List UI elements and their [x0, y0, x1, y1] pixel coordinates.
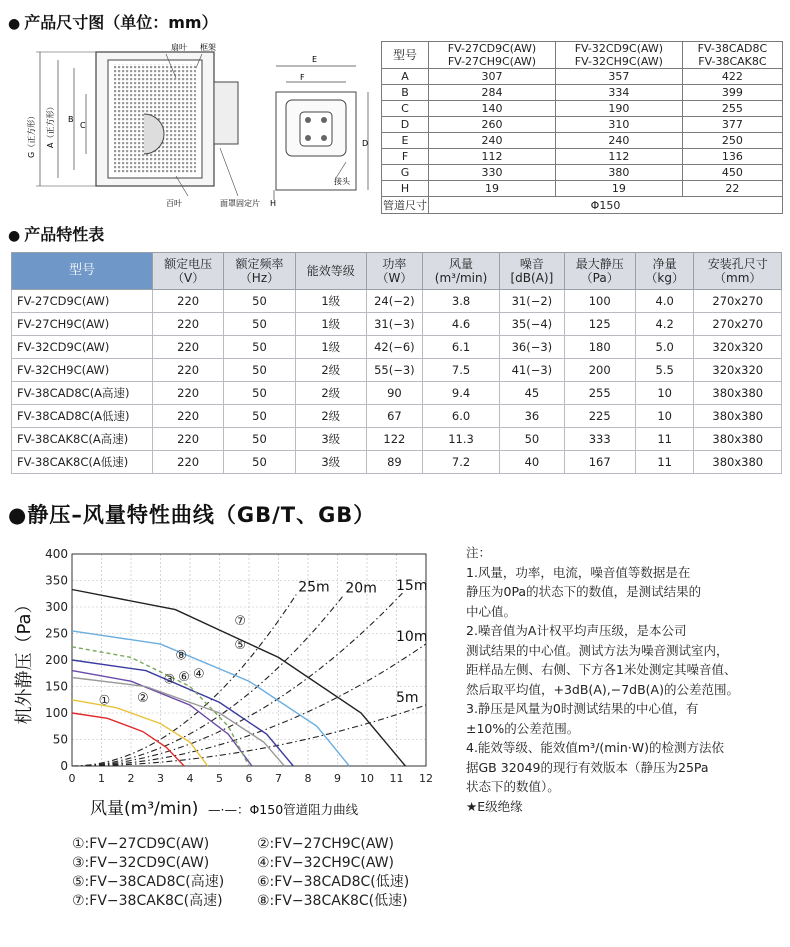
- spec-header-cell: 功率 （W）: [366, 253, 422, 290]
- dimension-table: [381, 41, 783, 214]
- spec-cell: 1级: [295, 336, 366, 359]
- dim-cell: 307: [429, 69, 556, 85]
- section-title-dimensions: ● 产品尺寸图（单位：mm）: [8, 13, 218, 32]
- legend-item: ⑧:FV−38CAK8C(低速): [257, 893, 408, 909]
- dim-row-label: G: [382, 165, 429, 181]
- spec-table-row: [12, 405, 782, 428]
- dim-cell: 112: [429, 149, 556, 165]
- spec-cell: 2级: [295, 359, 366, 382]
- curve-number-label: ⑧: [175, 648, 187, 664]
- duct-legend-label: —·—：Φ150管道阻力曲线: [208, 802, 359, 817]
- spec-cell: 380x380: [694, 405, 782, 428]
- spec-cell: 6.0: [422, 405, 499, 428]
- spec-cell: 90: [366, 382, 422, 405]
- note-line: 然后取平均值，+3dB(A),−7dB(A)的公差范围。: [466, 681, 739, 697]
- duct-curve-label: 5m: [396, 689, 419, 706]
- spec-model-cell: FV-27CD9C(AW): [12, 290, 153, 313]
- curve-number-label: ⑤: [234, 638, 246, 654]
- label-e: E: [312, 55, 318, 64]
- spec-cell: 41(−3): [500, 359, 564, 382]
- dim-cell: 136: [682, 149, 782, 165]
- spec-model-cell: FV-38CAK8C(A高速): [12, 428, 153, 451]
- note-line: 测试结果的中心值。测试方法为噪音测试室内，: [466, 642, 729, 658]
- legend-row: [72, 854, 442, 873]
- dim-row-label: A: [382, 69, 429, 85]
- spec-cell: 122: [366, 428, 422, 451]
- pressure-flow-chart: [0, 536, 452, 836]
- curve-legend: [72, 835, 442, 911]
- note-line: 2.噪音值为A计权平均声压级，是本公司: [466, 623, 687, 638]
- dim-cell: 284: [429, 85, 556, 101]
- spec-cell: 180: [564, 336, 635, 359]
- note-line: 静压为0Pa的状态下的数值，是测试结果的: [466, 584, 702, 599]
- spec-cell: 4.0: [635, 290, 694, 313]
- dim-table-row: [382, 149, 783, 165]
- spec-header-cell: 额定频率 （Hz）: [224, 253, 295, 290]
- label-d: D: [362, 139, 369, 148]
- x-tick-label: 7: [275, 772, 282, 785]
- dim-duct-label: 管道尺寸: [382, 197, 429, 214]
- curve-number-label: ⑥: [178, 669, 190, 685]
- spec-header-cell: 噪音 [dB(A)]: [500, 253, 564, 290]
- spec-model-cell: FV-32CD9C(AW): [12, 336, 153, 359]
- label-h: H: [270, 199, 277, 208]
- spec-cell: 31(−3): [366, 313, 422, 336]
- bullet-icon: ●: [8, 503, 28, 527]
- dim-cell: 330: [429, 165, 556, 181]
- duct-curve-label: 20m: [345, 580, 377, 597]
- dim-cell: 260: [429, 117, 556, 133]
- spec-cell: 36(−3): [500, 336, 564, 359]
- dim-cell: 140: [429, 101, 556, 117]
- label-blade: 扇叶: [171, 43, 187, 52]
- dim-table-row: [382, 69, 783, 85]
- spec-model-cell: FV-38CAD8C(A低速): [12, 405, 153, 428]
- spec-cell: 100: [564, 290, 635, 313]
- series-line: [72, 700, 208, 766]
- spec-cell: 1级: [295, 313, 366, 336]
- curve-number-label: ①: [98, 693, 111, 709]
- x-tick-label: 2: [127, 772, 135, 785]
- spec-header-cell: 最大静压 （Pa）: [564, 253, 635, 290]
- spec-cell: 10: [635, 405, 694, 428]
- spec-cell: 4.2: [635, 313, 694, 336]
- dim-header-col2: FV-32CD9C(AW) FV-32CH9C(AW): [555, 42, 682, 69]
- spec-cell: 7.2: [422, 451, 499, 474]
- notes: [466, 543, 784, 816]
- dim-cell: 255: [682, 101, 782, 117]
- spec-cell: 320x320: [694, 359, 782, 382]
- dim-cell: 357: [555, 69, 682, 85]
- dim-cell: 422: [682, 69, 782, 85]
- dim-row-label: F: [382, 149, 429, 165]
- label-f: F: [300, 73, 305, 82]
- spec-cell: 50: [224, 313, 295, 336]
- spec-cell: 50: [224, 428, 295, 451]
- dim-cell: 190: [555, 101, 682, 117]
- curve-number-label: ③: [163, 672, 176, 688]
- spec-cell: 9.4: [422, 382, 499, 405]
- y-tick-label: 250: [45, 626, 68, 641]
- spec-cell: 50: [224, 451, 295, 474]
- y-tick-label: 50: [52, 732, 68, 747]
- spec-table-row: [12, 313, 782, 336]
- label-panel-fixer: 面罩固定片: [220, 199, 260, 208]
- x-tick-label: 10: [360, 772, 374, 785]
- spec-cell: 220: [153, 290, 224, 313]
- spec-cell: 6.1: [422, 336, 499, 359]
- spec-cell: 50: [500, 428, 564, 451]
- dim-cell: 399: [682, 85, 782, 101]
- section-title-curve: ●静压–风量特性曲线（GB/T、GB）: [8, 503, 376, 527]
- y-tick-label: 300: [45, 600, 68, 614]
- spec-cell: 220: [153, 336, 224, 359]
- spec-cell: 50: [224, 359, 295, 382]
- spec-table-row: [12, 359, 782, 382]
- spec-table-row: [12, 382, 782, 405]
- dim-row-label: B: [382, 85, 429, 101]
- spec-cell: 36: [500, 405, 564, 428]
- spec-cell: 1级: [295, 290, 366, 313]
- spec-cell: 380x380: [694, 382, 782, 405]
- spec-cell: 89: [366, 451, 422, 474]
- spec-cell: 270x270: [694, 290, 782, 313]
- note-line: 注：: [466, 545, 492, 560]
- spec-cell: 3级: [295, 451, 366, 474]
- dim-header-col1: FV-27CD9C(AW) FV-27CH9C(AW): [429, 42, 556, 69]
- dim-header-col3: FV-38CAD8C FV-38CAK8C: [682, 42, 782, 69]
- spec-model-cell: FV-38CAD8C(A高速): [12, 382, 153, 405]
- spec-cell: 320x320: [694, 336, 782, 359]
- note-line: 1.风量，功率，电流，噪音值等数据是在: [466, 564, 691, 580]
- spec-header-cell: 净量 （kg）: [635, 253, 694, 290]
- curve-number-label: ②: [136, 691, 149, 707]
- spec-cell: 125: [564, 313, 635, 336]
- dim-table-row: [382, 85, 783, 101]
- spec-cell: 45: [500, 382, 564, 405]
- note-line: ±10%的公差范围。: [466, 720, 580, 736]
- dim-table-row: [382, 181, 783, 197]
- spec-cell: 35(−4): [500, 313, 564, 336]
- spec-table-row: [12, 451, 782, 474]
- dim-row-label: H: [382, 181, 429, 197]
- legend-row: [72, 835, 442, 854]
- label-connector: 接头: [334, 177, 350, 186]
- y-tick-label: 0: [60, 759, 68, 773]
- legend-item: ④:FV−32CH9C(AW): [257, 855, 395, 871]
- spec-cell: 3.8: [422, 290, 499, 313]
- note-line: 距样品左侧、右侧、下方各1米处测定其噪音值、: [466, 662, 737, 677]
- legend-row: [72, 892, 442, 911]
- curve-number-label: ⑦: [234, 614, 246, 630]
- spec-cell: 270x270: [694, 313, 782, 336]
- label-a: A（正方形）: [46, 102, 55, 148]
- label-b: B: [68, 115, 74, 124]
- spec-cell: 220: [153, 313, 224, 336]
- spec-cell: 50: [224, 290, 295, 313]
- dim-row-label: E: [382, 133, 429, 149]
- dim-cell: 240: [429, 133, 556, 149]
- x-tick-label: 3: [157, 772, 164, 785]
- section-title-specs: ● 产品特性表: [8, 225, 105, 244]
- x-tick-label: 9: [334, 772, 341, 785]
- legend-item: ⑦:FV−38CAK8C(高速): [72, 893, 223, 909]
- spec-cell: 220: [153, 359, 224, 382]
- spec-cell: 380x380: [694, 451, 782, 474]
- note-line: 4.能效等级、能效值m³/(min·W)的检测方法依: [466, 740, 724, 755]
- spec-cell: 40: [500, 451, 564, 474]
- spec-cell: 200: [564, 359, 635, 382]
- spec-cell: 11.3: [422, 428, 499, 451]
- spec-table-header: [12, 253, 782, 290]
- dim-cell: 334: [555, 85, 682, 101]
- spec-table-row: [12, 428, 782, 451]
- note-line: 状态下的数值）。: [466, 779, 560, 794]
- y-tick-label: 200: [45, 653, 68, 667]
- spec-header-cell: 能效等级: [295, 253, 366, 290]
- dim-cell: 380: [555, 165, 682, 181]
- y-tick-label: 350: [45, 573, 68, 588]
- spec-cell: 333: [564, 428, 635, 451]
- series-line: [72, 678, 284, 767]
- y-tick-label: 400: [45, 547, 68, 561]
- spec-table-row: [12, 336, 782, 359]
- legend-item: ⑥:FV−38CAD8C(低速): [257, 874, 410, 890]
- x-tick-label: 5: [216, 772, 223, 785]
- spec-cell: 67: [366, 405, 422, 428]
- dim-table-row: [382, 165, 783, 181]
- dim-duct-value: Φ150: [429, 197, 783, 214]
- spec-cell: 50: [224, 382, 295, 405]
- dim-duct-row: [382, 197, 783, 214]
- spec-header-cell: 风量 (m³/min): [422, 253, 499, 290]
- dim-cell: 310: [555, 117, 682, 133]
- spec-cell: 2级: [295, 382, 366, 405]
- dim-table-row: [382, 133, 783, 149]
- y-tick-label: 150: [45, 679, 68, 694]
- spec-cell: 4.6: [422, 313, 499, 336]
- label-c: C: [80, 121, 86, 130]
- dim-cell: 19: [429, 181, 556, 197]
- spec-cell: 225: [564, 405, 635, 428]
- spec-cell: 11: [635, 428, 694, 451]
- spec-cell: 42(−6): [366, 336, 422, 359]
- note-line: 据GB 32049的现行有效版本（静压为25Pa: [466, 759, 709, 775]
- dim-cell: 240: [555, 133, 682, 149]
- dim-cell: 22: [682, 181, 782, 197]
- spec-cell: 255: [564, 382, 635, 405]
- dim-cell: 450: [682, 165, 782, 181]
- spec-cell: 11: [635, 451, 694, 474]
- spec-model-cell: FV-38CAK8C(A低速): [12, 451, 153, 474]
- dimension-drawing: [6, 38, 378, 216]
- dim-table-row: [382, 101, 783, 117]
- x-tick-label: 4: [186, 772, 194, 785]
- label-g: G（正方形）: [27, 111, 36, 158]
- dim-cell: 250: [682, 133, 782, 149]
- spec-header-cell: 额定电压 （V）: [153, 253, 224, 290]
- spec-cell: 10: [635, 382, 694, 405]
- spec-cell: 3级: [295, 428, 366, 451]
- duct-curve-label: 15m: [396, 578, 428, 595]
- legend-item: ⑤:FV−38CAD8C(高速): [72, 874, 225, 890]
- x-tick-label: 6: [245, 772, 253, 785]
- front-view: [36, 52, 238, 196]
- spec-cell: 220: [153, 382, 224, 405]
- dim-cell: 377: [682, 117, 782, 133]
- spec-model-cell: FV-32CH9C(AW): [12, 359, 153, 382]
- dim-row-label: C: [382, 101, 429, 117]
- dim-header-label: 型号: [382, 42, 429, 69]
- spec-cell: 50: [224, 405, 295, 428]
- spec-table-row: [12, 290, 782, 313]
- legend-item: ③:FV−32CD9C(AW): [72, 855, 210, 871]
- spec-table: [11, 252, 782, 474]
- spec-cell: 5.5: [635, 359, 694, 382]
- y-tick-label: 100: [45, 706, 68, 720]
- spec-cell: 24(−2): [366, 290, 422, 313]
- label-frame: 框架: [200, 43, 216, 52]
- spec-cell: 55(−3): [366, 359, 422, 382]
- dim-row-label: D: [382, 117, 429, 133]
- y-axis-label: 机外静压（Pa）: [14, 595, 35, 725]
- curve-number-label: ④: [193, 667, 205, 683]
- dim-table-row: [382, 117, 783, 133]
- duct-curve-label: 10m: [396, 628, 428, 645]
- side-view: [274, 66, 368, 200]
- spec-cell: 380x380: [694, 428, 782, 451]
- label-louver: 百叶: [166, 199, 182, 208]
- spec-cell: 50: [224, 336, 295, 359]
- legend-item: ①:FV−27CD9C(AW): [72, 836, 210, 852]
- spec-model-cell: FV-27CH9C(AW): [12, 313, 153, 336]
- spec-cell: 167: [564, 451, 635, 474]
- x-tick-label: 0: [68, 772, 76, 785]
- note-line: 3.静压是风量为0时测试结果的中心值，有: [466, 701, 699, 716]
- bullet-icon: ●: [8, 228, 21, 244]
- spec-cell: 7.5: [422, 359, 499, 382]
- x-tick-label: 12: [419, 772, 433, 785]
- x-axis-label: 风量(m³/min): [90, 799, 199, 819]
- dim-cell: 19: [555, 181, 682, 197]
- spec-cell: 31(−2): [500, 290, 564, 313]
- series-line: [72, 671, 252, 766]
- duct-curve-label: 25m: [298, 579, 330, 596]
- spec-cell: 2级: [295, 405, 366, 428]
- x-tick-label: 1: [98, 772, 105, 785]
- x-tick-label: 8: [304, 772, 312, 785]
- spec-header-cell: 型号: [12, 253, 153, 290]
- legend-row: [72, 873, 442, 892]
- spec-cell: 220: [153, 451, 224, 474]
- spec-cell: 5.0: [635, 336, 694, 359]
- dim-cell: 112: [555, 149, 682, 165]
- spec-cell: 220: [153, 428, 224, 451]
- note-line: 中心值。: [466, 603, 517, 619]
- note-line: ★E级绝缘: [466, 798, 523, 814]
- dim-table-header: [382, 42, 783, 69]
- legend-item: ②:FV−27CH9C(AW): [257, 836, 395, 852]
- x-tick-label: 11: [389, 772, 404, 785]
- spec-cell: 220: [153, 405, 224, 428]
- bullet-icon: ●: [8, 16, 21, 32]
- spec-header-cell: 安装孔尺寸 （mm）: [694, 253, 782, 290]
